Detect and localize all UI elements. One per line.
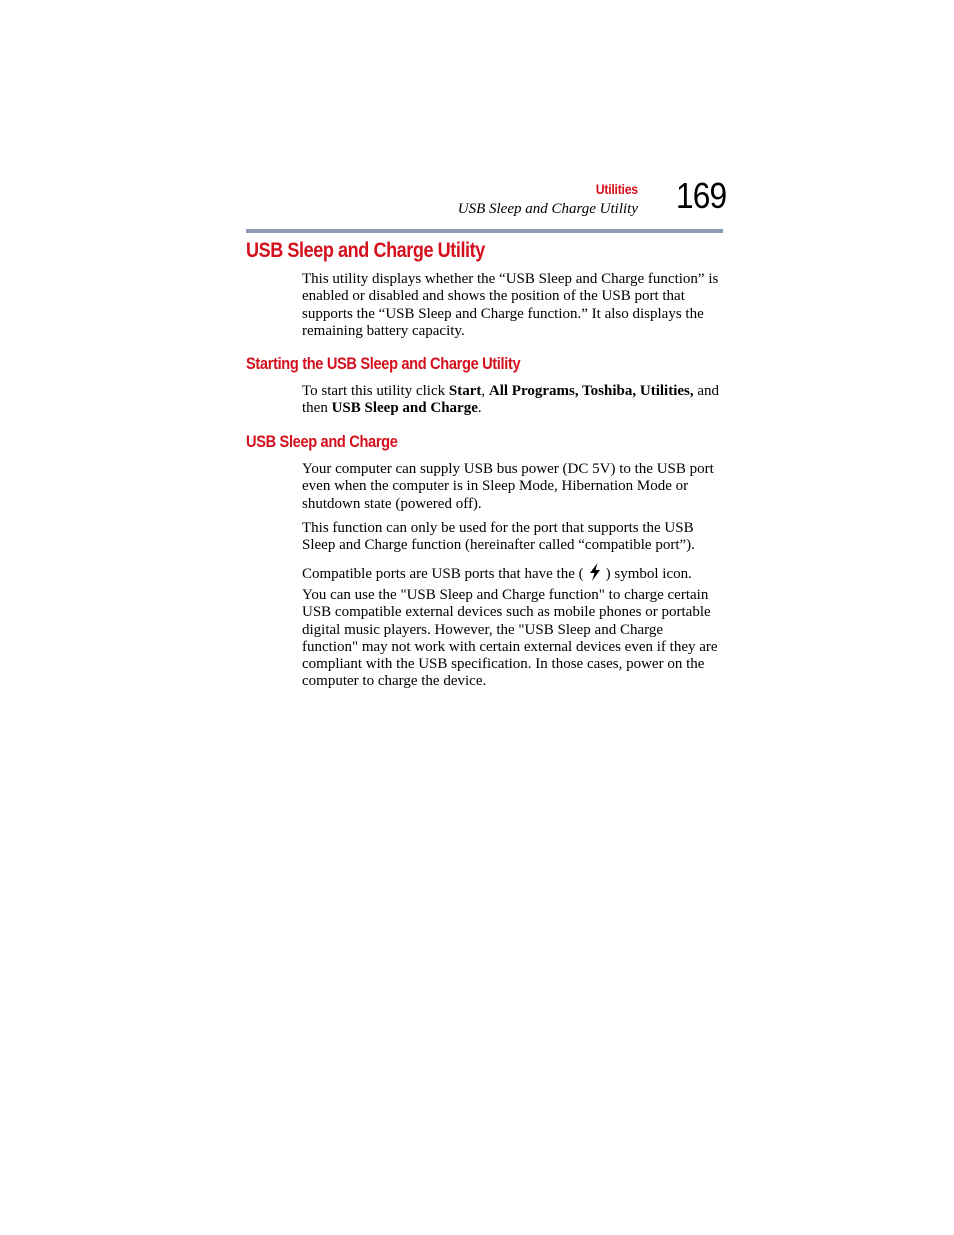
start-menu-term: Start — [448, 383, 482, 399]
usb-paragraph-2: This function can only be used for the port that supports the USB Sleep and Charge function (hereinafter called “compatible port”). — [302, 520, 695, 554]
usb-sleep-and-charge-icon — [585, 562, 605, 582]
usb-sleep-charge-heading: USB Sleep and Charge — [246, 432, 398, 451]
starting-text-1: To start this utility click — [302, 383, 449, 399]
intro-paragraph: This utility displays whether the “USB Sleep and Charge function” is enabled or disabled and shows the position of the USB port that supports the “USB Sleep and Charge function.” It also displays the remaining battery capacity. — [302, 271, 719, 339]
starting-text-3: . — [477, 400, 482, 417]
starting-utility-heading: Starting the USB Sleep and Charge Utility — [246, 354, 521, 373]
running-header-subsection: USB Sleep and Charge Utility — [457, 201, 638, 217]
usb-paragraph-3 — [302, 562, 722, 583]
header-rule — [246, 229, 723, 233]
starting-sep: , — [481, 383, 489, 399]
usb-paragraph-3-before: Compatible ports are USB ports that have the ( — [302, 566, 584, 582]
usb-paragraph-4: You can use the "USB Sleep and Charge function" to charge certain USB compatible external devices such as mobile phones or portable digital music players. However, the "USB Sleep and Charge function" may not work with certain external devices even if they are compliant with the USB specification. In those cases, power on the computer to charge the device. — [302, 587, 718, 690]
app-name-term: USB Sleep and Charge — [331, 400, 478, 417]
starting-text-2: and then — [302, 383, 720, 417]
usb-paragraph-3-after: ) symbol icon. — [605, 566, 692, 582]
page-number: 169 — [676, 175, 727, 216]
main-heading: USB Sleep and Charge Utility — [246, 239, 485, 262]
starting-utility-paragraph — [302, 383, 722, 418]
usb-paragraph-1: Your computer can supply USB bus power (DC 5V) to the USB port even when the computer is in Sleep Mode, Hibernation Mode or shutdown state (powered off). — [302, 461, 714, 512]
running-header-section: Utilities — [595, 181, 638, 197]
program-path-term: All Programs, Toshiba, Utilities, — [488, 383, 694, 399]
